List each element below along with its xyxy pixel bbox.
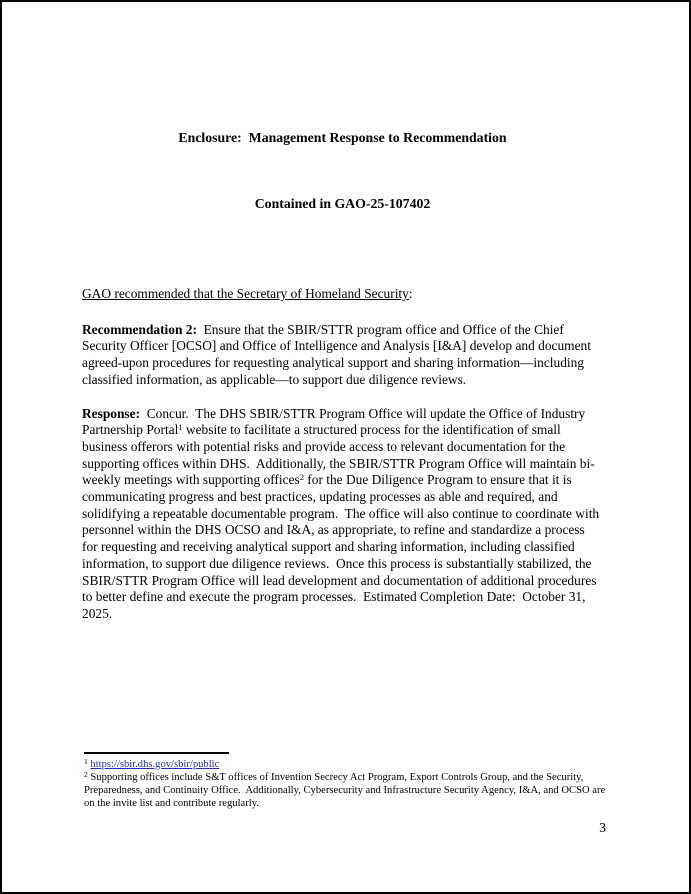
footnote-reference-1: 1 bbox=[178, 421, 183, 432]
response-text-part2: website to facilitate a structured process for the identification of small business offerors with potential risks and provide access to relevant documentation for the supporting offices within DHS. Additionally, the SBIR/STTR Program Office will maintain bi-weekly meetings with supporting offices bbox=[82, 422, 595, 488]
footnote-1 bbox=[84, 759, 607, 772]
section-heading-colon: : bbox=[408, 286, 413, 301]
footnote-2-marker: 2 bbox=[84, 769, 88, 779]
recommendation-label: Recommendation 2: bbox=[82, 321, 197, 337]
footnote-area bbox=[84, 752, 607, 811]
footnote-reference-2: 2 bbox=[299, 471, 304, 482]
page-number: 3 bbox=[599, 820, 606, 835]
response-text-part3: for the Due Diligence Program to ensure that it is communicating progress and best practices, updating processes as able and required, and solidifying a repeatable documentable program. The office will also continue to coordinate with personnel within the DHS OCSO and I&A, as appropriate, to refine and standardize a process for requesting and receiving analytical support and sharing information, including classified information, to support due diligence reviews. Once this process is substantially stabilized, the SBIR/STTR Program Office will lead development and documentation of additional procedures to better define and execute the program processes. Estimated Completion Date: October 31, 2025. bbox=[82, 472, 603, 621]
document-title bbox=[82, 83, 603, 259]
footnote-1-marker: 1 bbox=[84, 757, 88, 766]
title-line-2: Contained in GAO-25-107402 bbox=[254, 196, 431, 211]
response-label: Response: bbox=[82, 405, 141, 421]
section-heading-text: GAO recommended that the Secretary of Homeland Security bbox=[82, 286, 409, 301]
response-paragraph bbox=[82, 406, 603, 623]
recommendation-paragraph bbox=[82, 322, 603, 389]
footnote-2-text: Supporting offices include S&T offices of Invention Secrecy Act Program, Export Controls Group, and the Security, Preparedness, and Continuity Office. Additionally, Cybersecurity and Infrastructure Security Agency, I&A, and OCSO are on the invite list and contribute regularly. bbox=[84, 771, 608, 809]
recommendation-text: Ensure that the SBIR/STTR program office and Office of the Chief Security Officer [OCSO] and Office of Intelligence and Analysis [I&A] develop and document agreed-upon procedures for requesting analytical support and sharing information—including classified information, as applicable—to support due diligence reviews. bbox=[82, 321, 595, 387]
document-content bbox=[2, 2, 689, 623]
title-line-1: Enclosure: Management Response to Recommendation bbox=[178, 130, 507, 145]
footnote-separator-rule bbox=[84, 752, 229, 754]
footnote-2 bbox=[84, 769, 608, 811]
section-heading bbox=[82, 286, 603, 303]
footnote-1-link[interactable]: https://sbir.dhs.gov/sbir/public bbox=[90, 759, 220, 770]
response-text-part1: Concur. The DHS SBIR/STTR Program Office will update the Office of Industry Partnership Portal bbox=[82, 405, 589, 438]
